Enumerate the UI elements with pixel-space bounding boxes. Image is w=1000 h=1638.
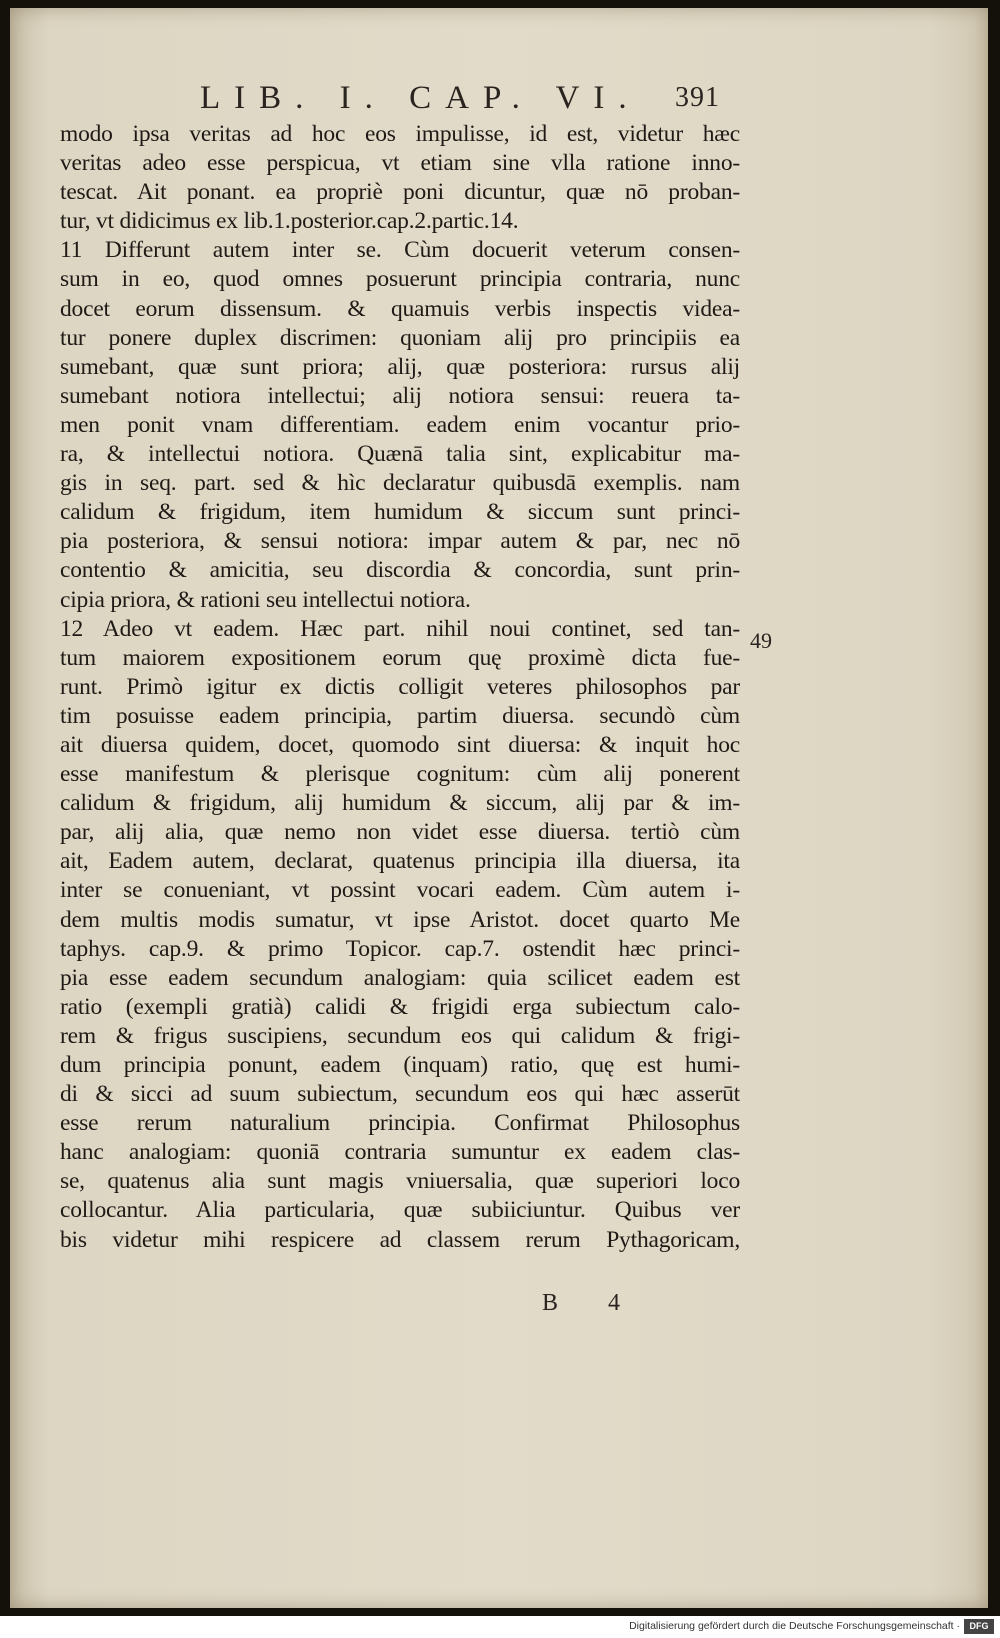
text-line: calidum & frigidum, item humidum & siccum sunt princi- <box>60 499 740 526</box>
text-line: rem & frigus suscipiens, secundum eos qui calidum & frigi- <box>60 1022 740 1049</box>
text-line: ratio (exempli gratià) calidi & frigidi erga subiectum calo- <box>60 993 740 1020</box>
text-line: dum principia ponunt, eadem (inquam) ratio, quę est humi- <box>60 1052 740 1078</box>
dfg-logo-icon: DFG <box>964 1619 994 1634</box>
text-line: ait diuersa quidem, docet, quomodo sint diuersa: & inquit hoc <box>60 731 740 758</box>
text-line: hanc analogiam: quoniā contraria sumuntur ex eadem clas- <box>60 1139 740 1166</box>
text-line: esse rerum naturalium principia. Confirmat Philosophus <box>60 1110 740 1137</box>
book-page <box>10 8 988 1608</box>
text-line: contentio & amicitia, seu discordia & concordia, sunt prin- <box>60 557 740 584</box>
text-line: men ponit vnam differentiam. eadem enim vocantur prio- <box>60 411 740 438</box>
text-line: par, alij alia, quæ nemo non videt esse diuersa. tertiò cùm <box>60 819 740 846</box>
text-line: collocantur. Alia particularia, quæ subiiciuntur. Quibus ver <box>60 1197 740 1224</box>
text-line: taphys. cap.9. & primo Topicor. cap.7. ostendit hæc princi- <box>60 935 740 962</box>
text-line: 12 Adeo vt eadem. Hæc part. nihil noui continet, sed tan- <box>60 615 740 642</box>
signature-mark: B 4 <box>542 1290 643 1316</box>
text-line: ait, Eadem autem, declarat, quatenus principia illa diuersa, ita <box>60 848 740 875</box>
text-line: ra, & intellectui notiora. Quænā talia sint, explicabitur ma- <box>60 441 740 468</box>
text-line: runt. Primò igitur ex dictis colligit veteres philosophos par <box>60 673 740 700</box>
text-line: sum in eo, quod omnes posuerunt principia contraria, nunc <box>60 266 740 293</box>
running-title: LIB. I. CAP. VI. <box>200 80 641 116</box>
text-line: sumebant, quæ sunt priora; alij, quæ posteriora: rursus alij <box>60 353 740 380</box>
text-line: pia posteriora, & sensui notiora: impar autem & par, nec nō <box>60 528 740 555</box>
text-line: cipia priora, & rationi seu intellectui notiora. <box>60 586 471 613</box>
text-line: se, quatenus alia sunt magis vniuersalia, quæ superiori loco <box>60 1168 740 1195</box>
text-line: tescat. Ait ponant. ea propriè poni dicuntur, quæ nō proban- <box>60 179 740 206</box>
text-line: calidum & frigidum, alij humidum & siccum, alij par & im- <box>60 790 740 817</box>
text-line: inter se conueniant, vt possint vocari eadem. Cùm autem i- <box>60 877 740 904</box>
margin-note: 49 <box>750 628 772 653</box>
text-line: bis videtur mihi respicere ad classem rerum Pythagoricam, <box>60 1226 740 1253</box>
digitization-footer <box>0 1616 1000 1638</box>
text-line: di & sicci ad suum subiectum, secundum eos qui hæc asserūt <box>60 1081 740 1108</box>
text-line: docet eorum dissensum. & quamuis verbis inspectis videa- <box>60 295 740 322</box>
text-line: pia esse eadem secundum analogiam: quia scilicet eadem est <box>60 964 740 991</box>
text-line: veritas adeo esse perspicua, vt etiam sine vlla ratione inno- <box>60 150 740 177</box>
body-text <box>60 120 740 1255</box>
text-line: sumebant notiora intellectui; alij notiora sensui: reuera ta- <box>60 382 740 409</box>
text-line: gis in seq. part. sed & hìc declaratur quibusdā exemplis. nam <box>60 470 740 497</box>
text-line: 11 Differunt autem inter se. Cùm docuerit veterum consen- <box>60 237 740 264</box>
text-line: modo ipsa veritas ad hoc eos impulisse, id est, videtur hæc <box>60 121 740 147</box>
text-line: dem multis modis sumatur, vt ipse Aristot. docet quarto Me <box>60 906 740 933</box>
text-line: tur ponere duplex discrimen: quoniam alij pro principiis ea <box>60 324 740 351</box>
text-line: tur, vt didicimus ex lib.1.posterior.cap.2.partic.14. <box>60 208 519 235</box>
text-line: tum maiorem expositionem eorum quę proximè dicta fue- <box>60 644 740 671</box>
page-number: 391 <box>675 82 720 113</box>
text-line: tim posuisse eadem principia, partim diuersa. secundò cùm <box>60 702 740 729</box>
text-line: esse manifestum & plerisque cognitum: cùm alij ponerent <box>60 761 740 788</box>
footer-credit: Digitalisierung gefördert durch die Deutsche Forschungsgemeinschaft · <box>629 1620 960 1632</box>
page-header <box>200 80 720 120</box>
